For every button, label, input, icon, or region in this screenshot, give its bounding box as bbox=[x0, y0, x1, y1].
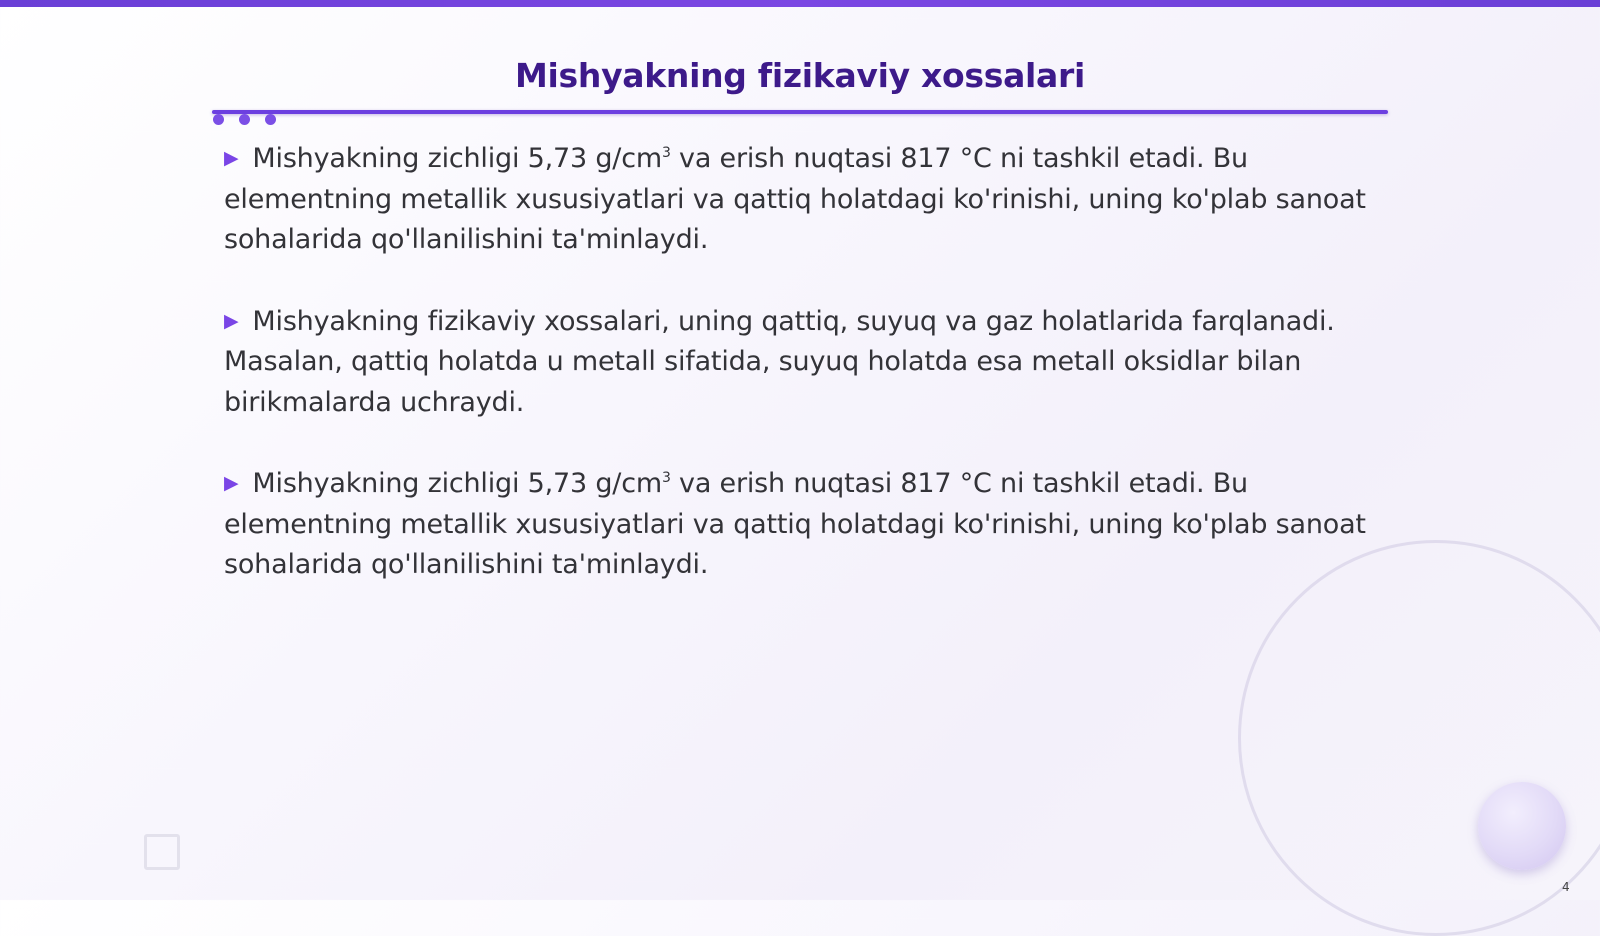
decorative-dot bbox=[239, 114, 250, 125]
paragraph-text: Mishyakning zichligi 5,73 g/cm bbox=[252, 468, 662, 499]
top-accent-bar bbox=[0, 0, 1600, 7]
triangle-right-icon: ▶ bbox=[224, 309, 239, 332]
bullet-paragraph bbox=[224, 138, 1380, 261]
title-underline bbox=[212, 110, 1388, 114]
decorative-square bbox=[144, 834, 180, 870]
slide-body bbox=[224, 138, 1380, 626]
triangle-right-icon: ▶ bbox=[224, 147, 239, 169]
superscript: 3 bbox=[661, 470, 671, 486]
triangle-right-icon: ▶ bbox=[224, 472, 239, 494]
superscript: 3 bbox=[661, 145, 671, 161]
paragraph-text: va erish nuqtasi 817 °C ni tashkil etadi. Bu elementning metallik xususiyatlari va qattiq holatdagi ko'rinishi, uning ko'plab sanoat sohalarida qo'llanilishini ta'minlaydi. bbox=[224, 143, 1366, 255]
slide-title: Mishyakning fizikaviy xossalari bbox=[514, 56, 1086, 95]
paragraph-text: Mishyakning fizikaviy xossalari, uning qattiq, suyuq va gaz holatlarida farqlanadi. Masalan, qattiq holatda u metall sifatida, suyuq holatda esa metall oksidlar bilan birikmalarda uchraydi. bbox=[224, 305, 1335, 418]
paragraph-text: Mishyakning zichligi 5,73 g/cm bbox=[252, 143, 662, 174]
page-number: 4 bbox=[1562, 880, 1570, 894]
decorative-dot bbox=[265, 114, 276, 125]
decorative-dot bbox=[213, 114, 224, 125]
decorative-sphere bbox=[1478, 782, 1566, 870]
bullet-paragraph bbox=[224, 463, 1380, 586]
bullet-paragraph bbox=[224, 301, 1380, 424]
paragraph-text: va erish nuqtasi 817 °C ni tashkil etadi. Bu elementning metallik xususiyatlari va qattiq holatdagi ko'rinishi, uning ko'plab sanoat sohalarida qo'llanilishini ta'minlaydi. bbox=[224, 468, 1366, 580]
